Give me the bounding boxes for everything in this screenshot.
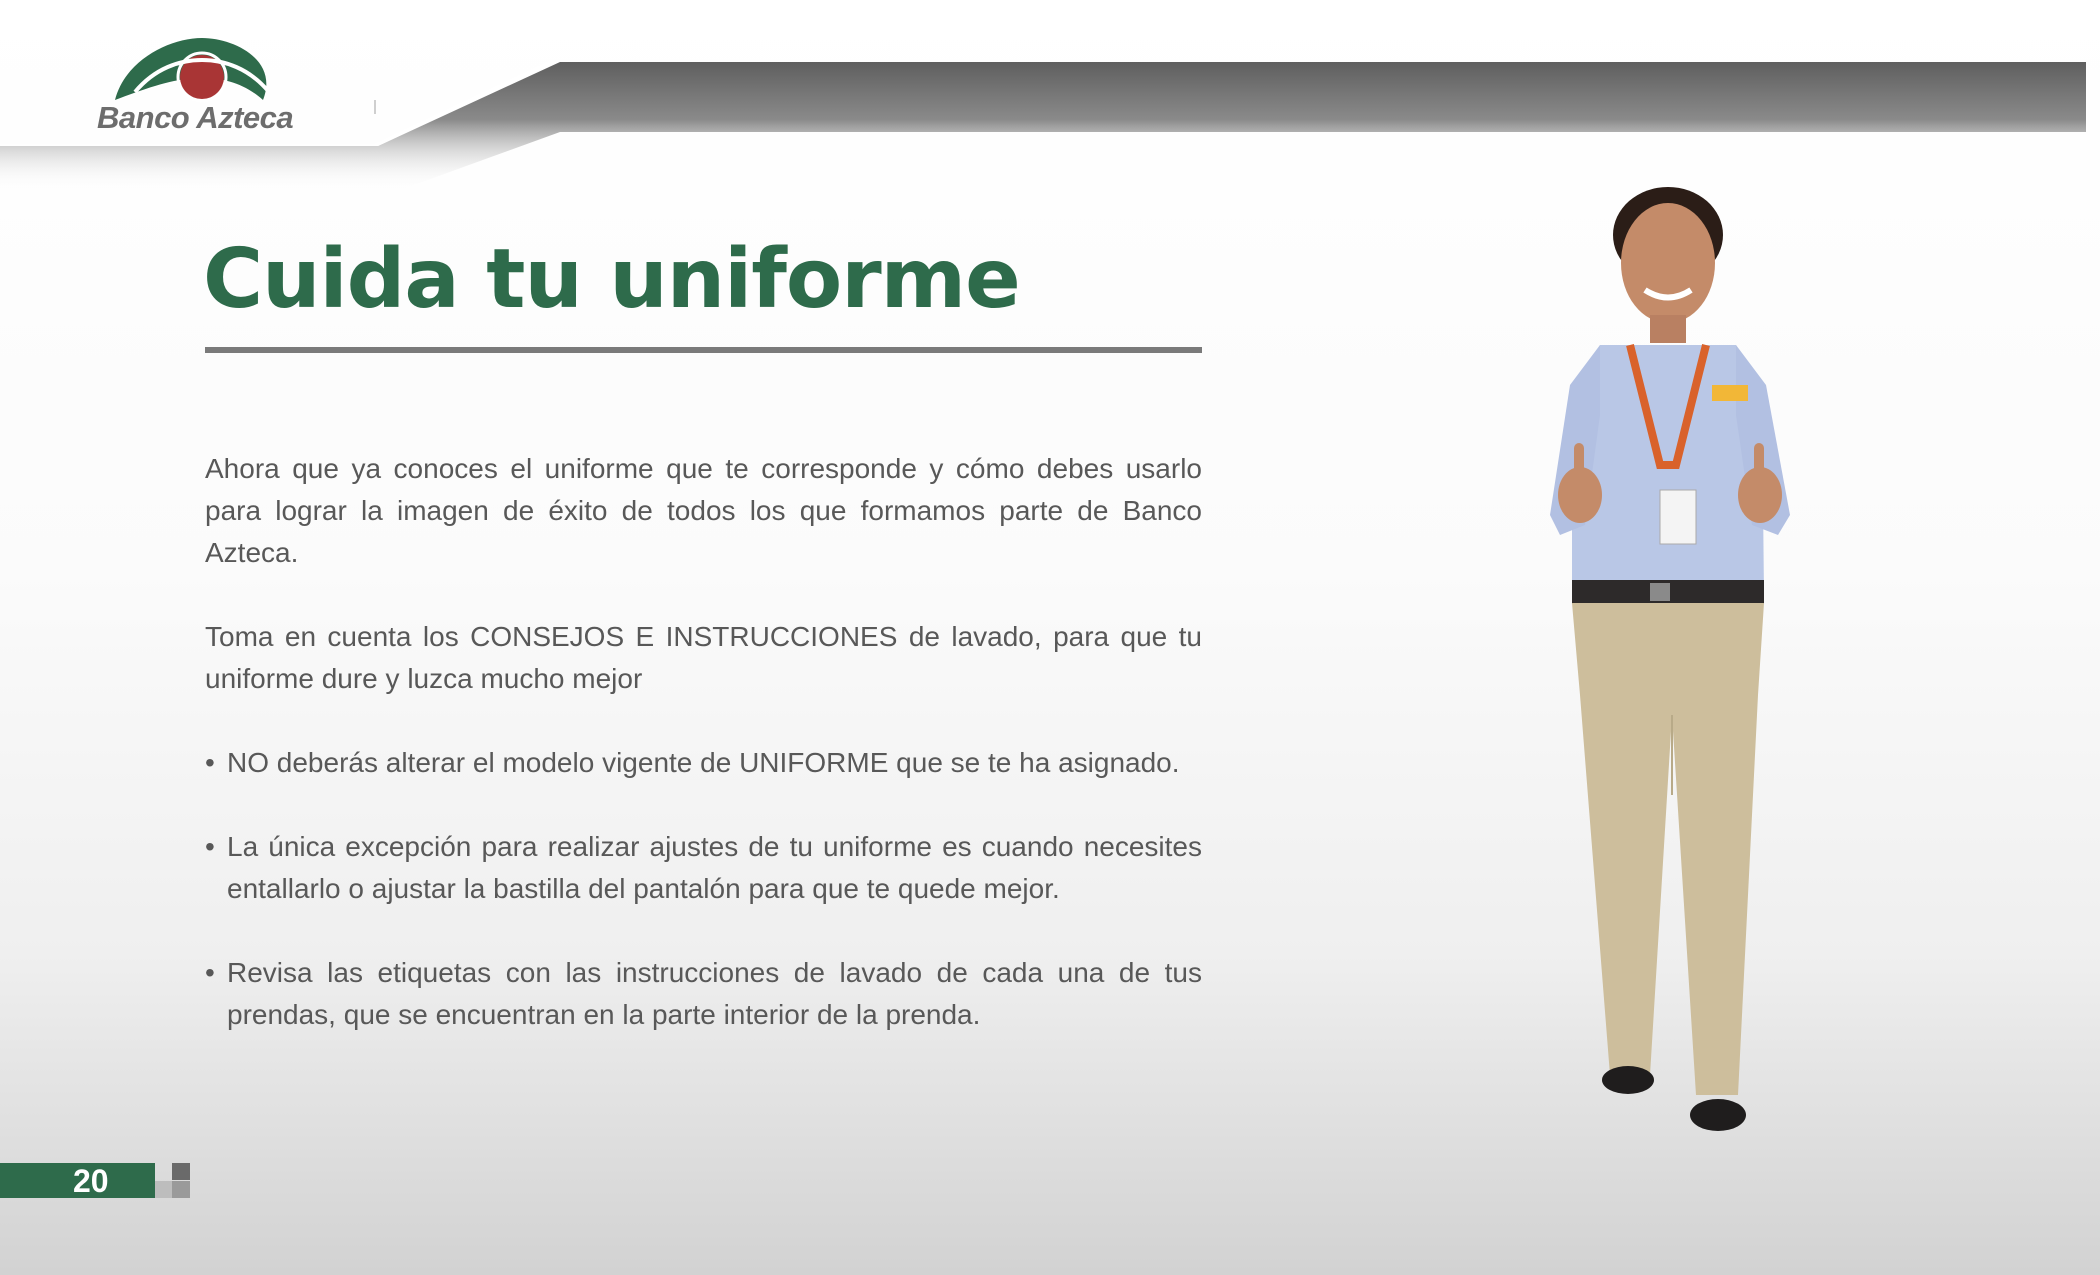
decorative-square xyxy=(155,1181,172,1198)
bullet-icon: • xyxy=(205,831,215,862)
employee-photo xyxy=(1500,175,1840,1150)
intro-paragraph: Toma en cuenta los CONSEJOS E INSTRUCCIONES de lavado, para que tu uniforme dure y luzca mucho mejor xyxy=(205,621,1202,694)
list-item xyxy=(205,826,1202,910)
list-item xyxy=(205,952,1202,1036)
title-underline xyxy=(205,347,1202,353)
page-title: Cuida tu uniforme xyxy=(203,232,1020,327)
decorative-square xyxy=(172,1163,190,1180)
decorative-square xyxy=(172,1181,190,1198)
list-item-text: NO deberás alterar el modelo vigente de UNIFORME que se te ha asignado. xyxy=(227,747,1180,778)
list-item xyxy=(205,742,1202,784)
content-body xyxy=(205,448,1202,1078)
list-item-text: Revisa las etiquetas con las instrucciones de lavado de cada una de tus prendas, que se encuentran en la parte interior de la prenda. xyxy=(227,957,1202,1030)
bullet-icon: • xyxy=(205,957,215,988)
bullet-list xyxy=(205,742,1202,1036)
page-number: 20 xyxy=(73,1163,109,1199)
bullet-icon: • xyxy=(205,747,215,778)
intro-paragraph: Ahora que ya conoces el uniforme que te corresponde y cómo debes usarlo para lograr la imagen de éxito de todos los que formamos parte de Banco Azteca. xyxy=(205,453,1202,568)
list-item-text: La única excepción para realizar ajustes de tu uniforme es cuando necesites entallarlo o ajustar la bastilla del pantalón para que te quede mejor. xyxy=(227,831,1202,904)
brand-name: Banco Azteca xyxy=(97,100,294,135)
